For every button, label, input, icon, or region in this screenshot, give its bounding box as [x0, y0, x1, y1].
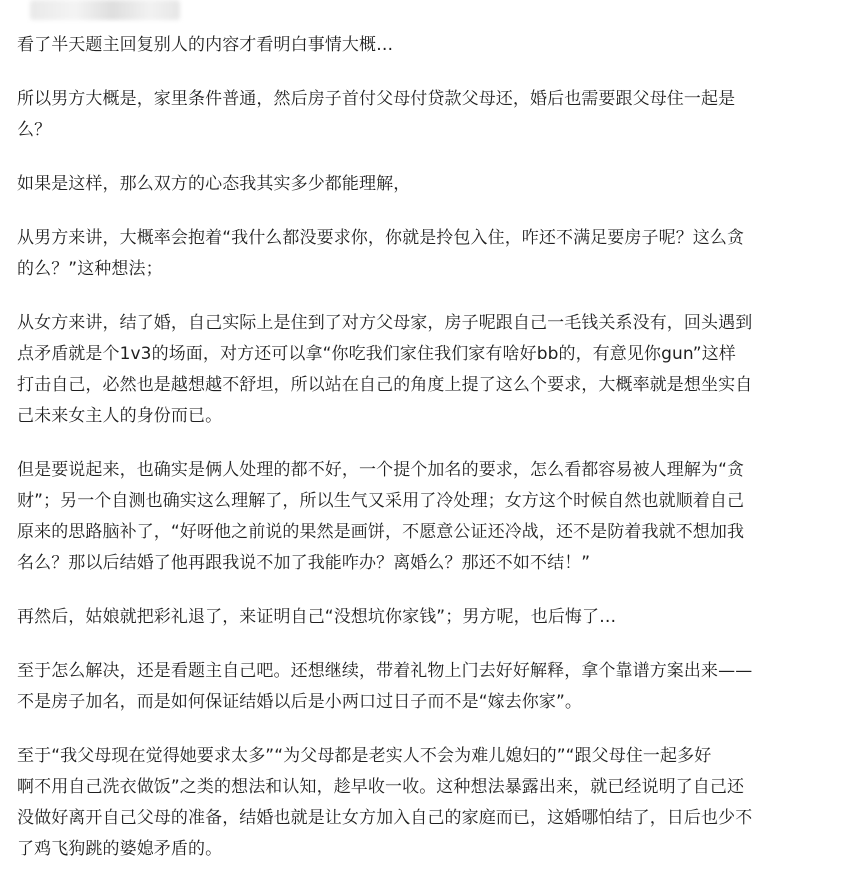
paragraph-aftermath: 再然后，姑娘就把彩礼退了，来证明自己“没想坑你家钱”；男方呢，也后悔了… — [17, 607, 617, 627]
post-body — [17, 30, 832, 888]
paragraph-solution: 至于怎么解决，还是看题主自己吧。还想继续，带着礼物上门去好好解释，拿个靠谱方案出来—— 不是房子加名，而是如何保证结婚以后是小两口过日子而不是“嫁去你家”。 — [17, 661, 753, 712]
paragraph-female-view: 从女方来讲，结了婚，自己实际上是住到了对方父母家，房子呢跟自己一毛钱关系没有，回头遇到 点矛盾就是个1v3的场面，对方还可以拿“你吃我们家住我们家有啥好bb的，有意见你gun”这样 打击自己，必然也是越想越不舒坦，所以站在自己的角度上提了这么个要求，大概率就是想坐实自 己未来女主人的身份而已。 — [17, 313, 753, 426]
paragraph-male-situation: 所以男方大概是，家里条件普通，然后房子首付父母付贷款父母还，婚后也需要跟父母住一起是 么？ — [17, 89, 736, 140]
paragraph-conclusion: 至于“我父母现在觉得她要求太多”“为父母都是老实人不会为难儿媳妇的”“跟父母住一起多好 啊不用自己洗衣做饭”之类的想法和认知，趁早收一收。这种想法暴露出来，就已经说明了自己还 没做好离开自己父母的准备，结婚也就是让女方加入自己的家庭而已，这婚哪怕结了，日后也少不 了鸡飞狗跳的婆媳矛盾的。 — [17, 746, 753, 859]
paragraph-intro: 看了半天题主回复别人的内容才看明白事情大概… — [17, 35, 394, 55]
paragraph-male-view: 从男方来讲，大概率会抱着“我什么都没要求你，你就是拎包入住，咋还不满足要房子呢？这么贪 的么？”这种想法； — [17, 228, 745, 279]
blurred-header-area — [30, 0, 180, 20]
paragraph-both-wrong: 但是要说起来，也确实是俩人处理的都不好，一个提个加名的要求，怎么看都容易被人理解为“贪 财”；另一个自测也确实这么理解了，所以生气又采用了冷处理；女方这个时候自然也就顺着自己 原来的思路脑补了，“好呀他之前说的果然是画饼，不愿意公证还冷战，还不是防着我就不想加我 名么？那以后结婚了他再跟我说不加了我能咋办？离婚么？那还不如不结！” — [17, 460, 745, 573]
paragraph-understanding: 如果是这样，那么双方的心态我其实多少都能理解， — [17, 174, 411, 194]
